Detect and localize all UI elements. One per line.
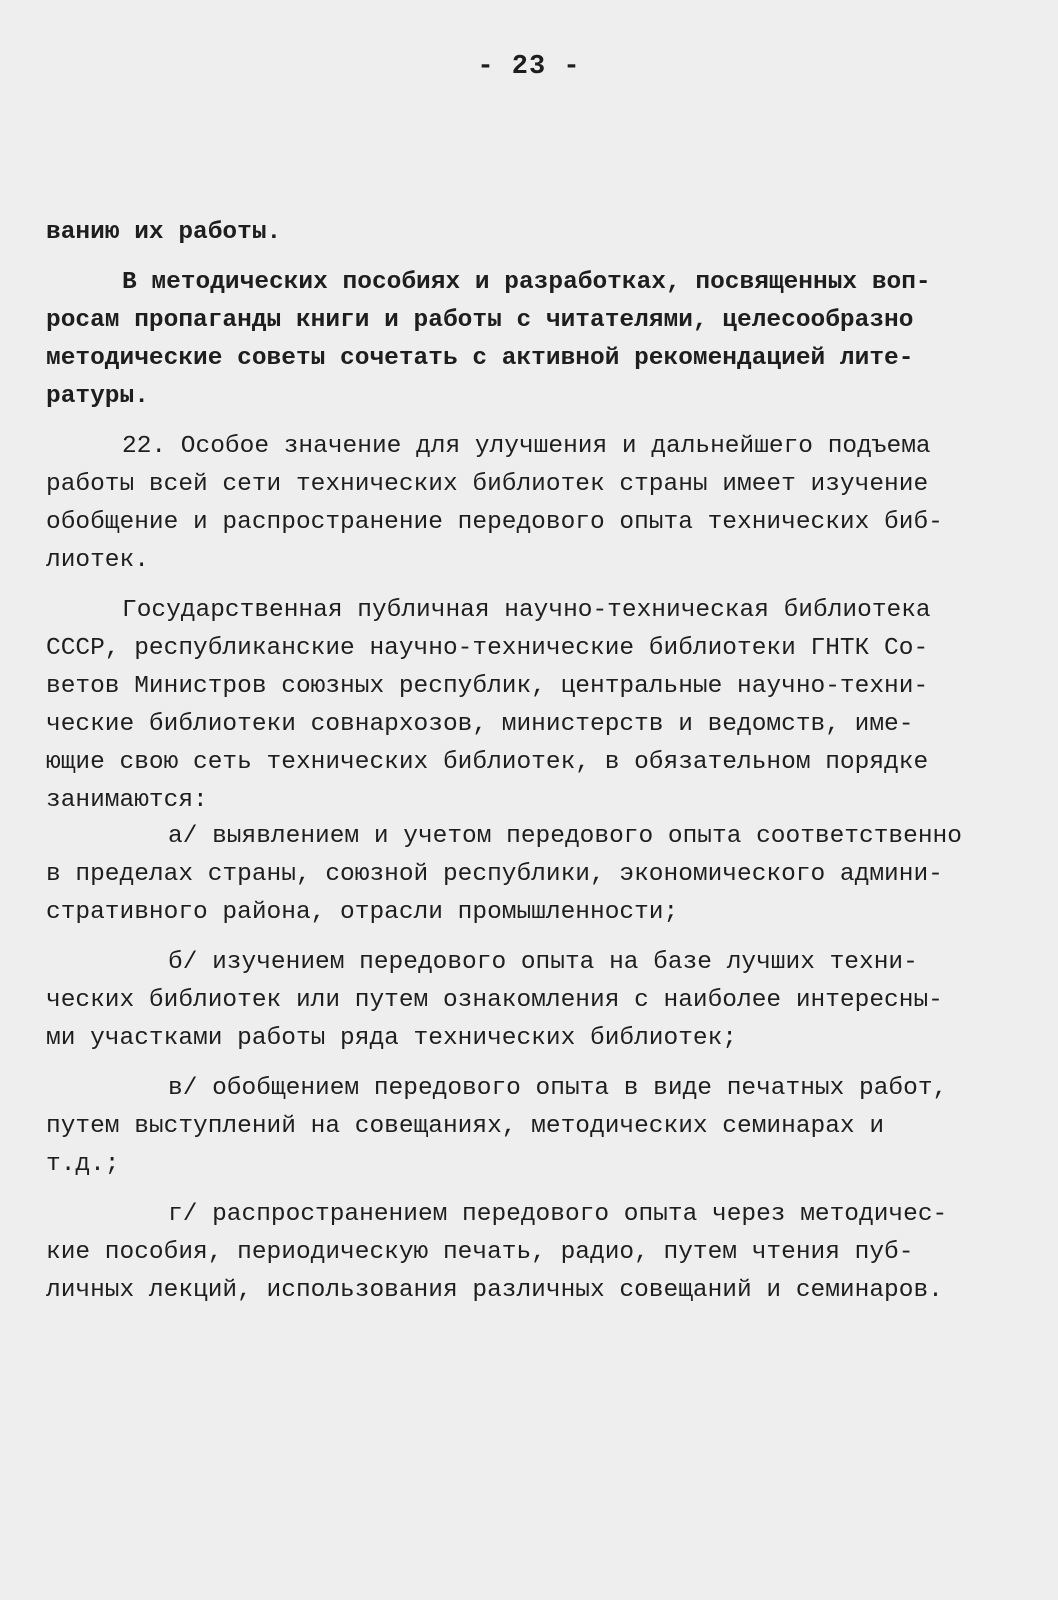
text-line: СССР, республиканские научно-технические библиотеки ГНТК Со-: [46, 635, 929, 662]
text-line: В методических пособиях и разработках, посвященных воп-: [122, 269, 931, 296]
text-line: т.д.;: [46, 1151, 120, 1178]
text-line: кие пособия, периодическую печать, радио, путем чтения пуб-: [46, 1239, 914, 1266]
text-line: ратуры.: [46, 383, 149, 410]
text-line: а/ выявлением и учетом передового опыта соответственно: [168, 823, 962, 850]
text-line: обобщение и распространение передового опыта технических биб-: [46, 509, 943, 536]
text-line: г/ распространением передового опыта через методичес-: [168, 1201, 948, 1228]
text-line: методические советы сочетать с активной рекомендацией лите-: [46, 345, 914, 372]
text-line: ческие библиотеки совнархозов, министерств и ведомств, име-: [46, 711, 914, 738]
text-line: в пределах страны, союзной республики, экономического админи-: [46, 861, 943, 888]
text-line: росам пропаганды книги и работы с читателями, целесообразно: [46, 307, 914, 334]
text-line: в/ обобщением передового опыта в виде печатных работ,: [168, 1075, 948, 1102]
text-line: ми участками работы ряда технических библиотек;: [46, 1025, 738, 1052]
text-line: стративного района, отрасли промышленности;: [46, 899, 679, 926]
text-line: 22. Особое значение для улучшения и дальнейшего подъема: [122, 433, 931, 460]
text-line: лиотек.: [46, 547, 149, 574]
text-line: б/ изучением передового опыта на базе лучших техни-: [168, 949, 918, 976]
text-line: работы всей сети технических библиотек страны имеет изучение: [46, 471, 929, 498]
page-number: - 23 -: [477, 52, 581, 82]
text-line: ческих библиотек или путем ознакомления с наиболее интересны-: [46, 987, 943, 1014]
text-line: ванию их работы.: [46, 219, 282, 246]
text-line: ветов Министров союзных республик, центральные научно-техни-: [46, 673, 929, 700]
text-line: ющие свою сеть технических библиотек, в обязательном порядке: [46, 749, 929, 776]
text-line: Государственная публичная научно-техническая библиотека: [122, 597, 931, 624]
text-line: путем выступлений на совещаниях, методических семинарах и: [46, 1113, 885, 1140]
text-line: личных лекций, использования различных совещаний и семинаров.: [46, 1277, 943, 1304]
text-line: занимаются:: [46, 787, 208, 814]
